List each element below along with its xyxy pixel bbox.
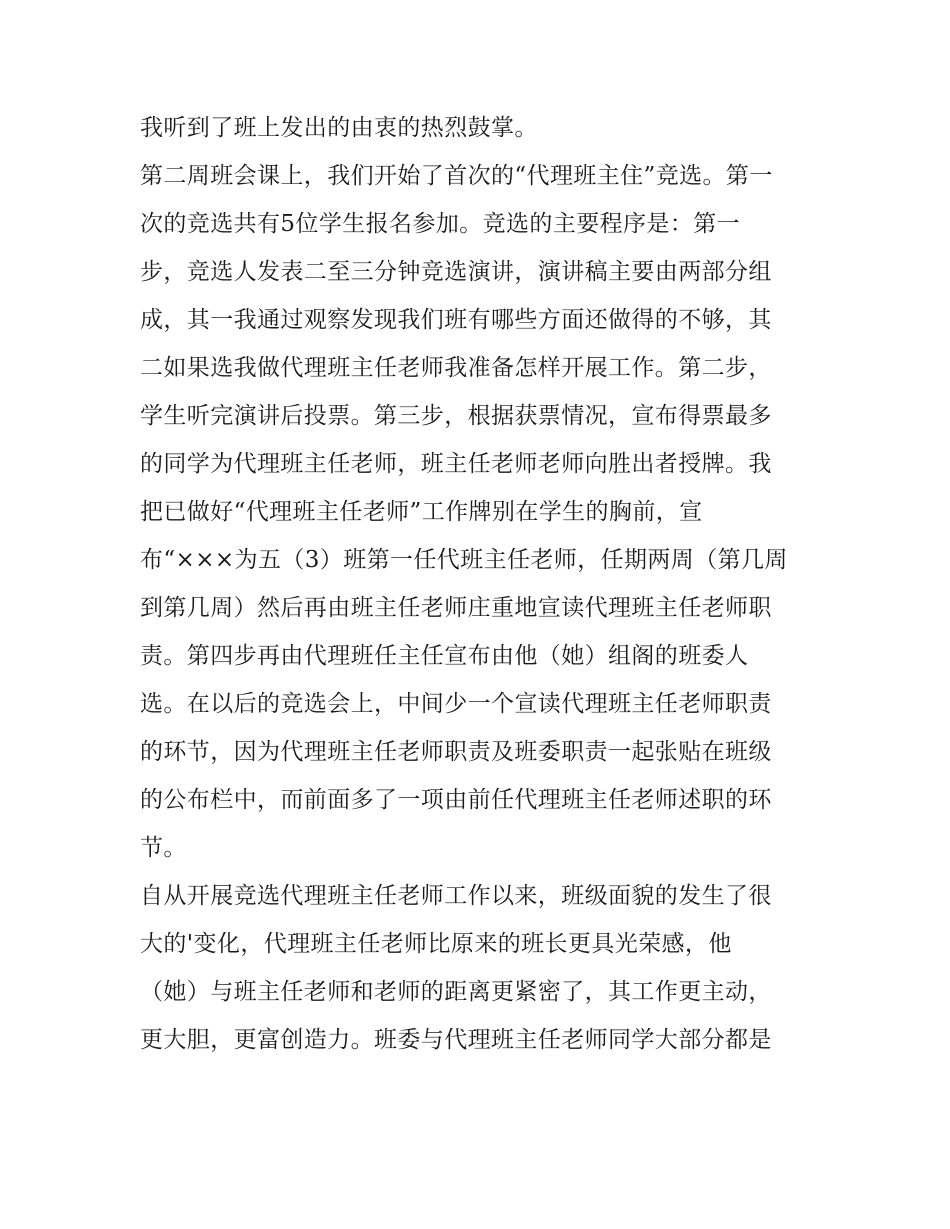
text-line: 我听到了班上发出的由衷的热烈鼓掌。 — [140, 115, 538, 141]
text-line: 选。在以后的竞选会上，中间少一个宣读代理班主任老师职责 — [140, 691, 772, 717]
text-line: 第二周班会课上，我们开始了首次的“代理班主住”竞选。第一 — [140, 163, 773, 189]
text-line: 的同学为代理班主任老师，班主任老师老师向胜出者授牌。我 — [140, 451, 772, 477]
text-line: 更大胆，更富创造力。班委与代理班主任老师同学大部分都是 — [140, 1027, 772, 1053]
text-line: 的环节，因为代理班主任老师职责及班委职责一起张贴在班级 — [140, 739, 772, 765]
text-line: 大的'变化，代理班主任老师比原来的班长更具光荣感，他 — [140, 931, 732, 957]
text-line: 自从开展竞选代理班主任老师工作以来，班级面貌的发生了很 — [140, 883, 772, 909]
text-line: 责。第四步再由代理班任主任宣布由他（她）组阁的班委人 — [140, 643, 749, 669]
text-line: 成，其一我通过观察发现我们班有哪些方面还做得的不够，其 — [140, 307, 772, 333]
text-line: 二如果选我做代理班主任老师我准备怎样开展工作。第二步， — [140, 355, 772, 381]
text-line: 节。 — [140, 835, 187, 861]
text-line: 的公布栏中，而前面多了一项由前任代理班主任老师述职的环 — [140, 787, 772, 813]
text-line: 步，竞选人发表二至三分钟竞选演讲，演讲稿主要由两部分组 — [140, 259, 772, 285]
text-line: 学生听完演讲后投票。第三步，根据获票情况，宣布得票最多 — [140, 403, 772, 429]
text-line: （她）与班主任老师和老师的距离更紧密了，其工作更主动， — [140, 979, 772, 1005]
text-line: 布“×××为五（3）班第一任代班主任老师，任期两周（第几周 — [140, 547, 788, 573]
text-line: 把已做好“代理班主任老师”工作牌别在学生的胸前，宣 — [140, 499, 703, 525]
text-line: 次的竞选共有5位学生报名参加。竞选的主要程序是：第一 — [140, 211, 741, 237]
text-line: 到第几周）然后再由班主任老师庄重地宣读代理班主任老师职 — [140, 595, 772, 621]
body-text — [140, 104, 820, 1064]
